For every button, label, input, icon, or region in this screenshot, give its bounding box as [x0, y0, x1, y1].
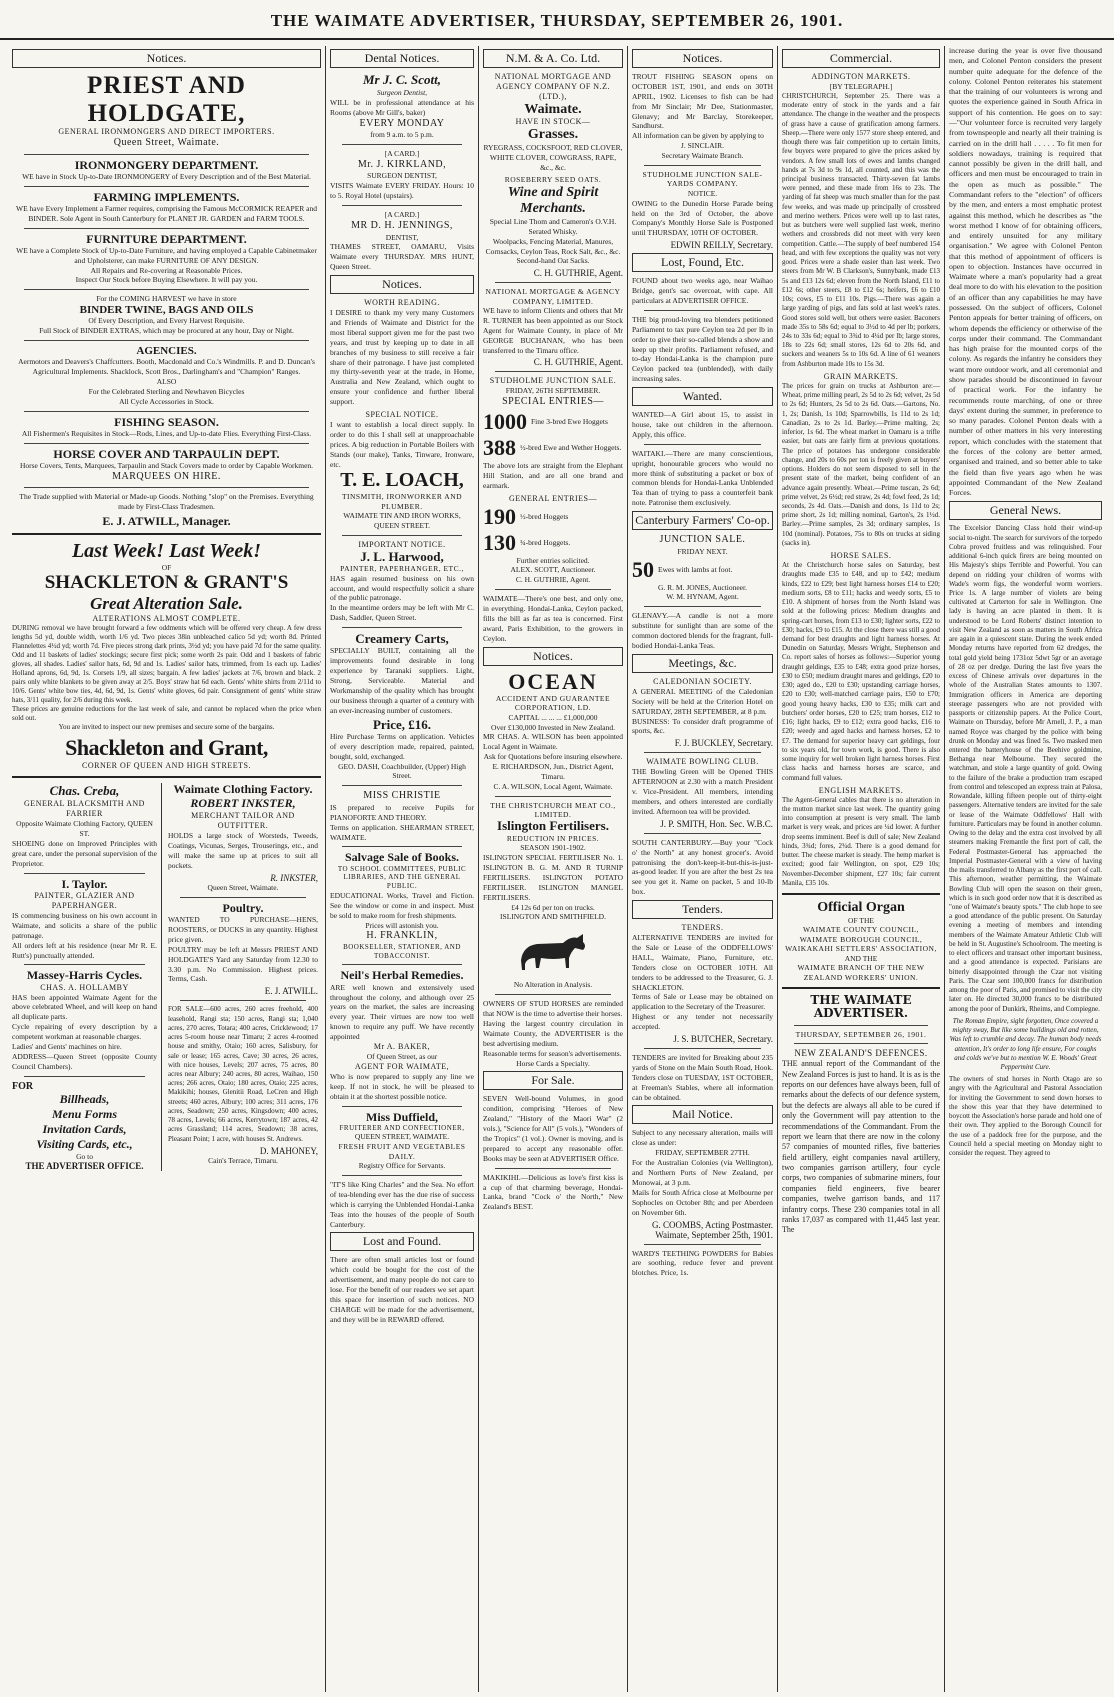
- scott-b: EVERY MONDAY: [359, 117, 445, 129]
- agencies-also: ALSO: [156, 376, 177, 386]
- massey-heading: Massey-Harris Cycles.: [26, 968, 143, 983]
- creamery-heading: Creamery Carts,: [355, 631, 449, 647]
- harvest-heading: BINDER TWINE, BAGS AND OILS: [79, 304, 254, 317]
- agencies-c: All Cycle Accessories in Stock.: [119, 396, 214, 406]
- islington-text: ISLINGTON SPECIAL FERTILISER No. 1. ISLINGTON B. G. M. AND R TURNIP FERTILISERS. ISLINGTON POTATO FERTILISER. ISLINGTON MANGEL FERTILISERS.: [483, 853, 623, 902]
- south-canterbury: SOUTH CANTERBURY.—Buy your "Cock o' the North" at any honest grocer's. Avoid patronising the don't-keep-it-but-this-is-just-as-good leader. If you are after the best 2s tea see you get it. Name on packet, 5 and 10-lb box.: [632, 837, 773, 897]
- organ-of: OF THE: [848, 915, 874, 925]
- harwood-name: J. L. Harwood,: [360, 548, 444, 564]
- friday-date: FRIDAY, 26TH SEPTEMBER.: [505, 386, 601, 396]
- section-notices-2: Notices.: [330, 275, 474, 294]
- neil-text: ARE well known and extensively used throughout the colony, and although over 25 years on the market, the sales are increasing every year. Their virtues are now too well known to require any puff. We have recently appointed: [330, 982, 474, 1042]
- duffield-sub: FRUITERER AND CONFECTIONER,: [339, 1123, 465, 1132]
- harwood-text: HAS again resumed business on his own account, and would respectfully solicit a share of the public patronage.: [330, 573, 474, 603]
- forsale-text: FOR SALE—600 acres, 260 acres freehold, 400 leasehold, Rangi sta; 150 acres, Rangi sta; 1,040 acres, 270 acres, Totara; 400 acres, Cricklewood; 17 acres 5-room house near Timaru; 2 acres 4-roomed house and smithy, Otaio; 160 acres, Salisbury, for sale or lease; 165 acres, Cave; 30 acres, 26 acres, with nice houses, Levels; 207 acres, 75 acres, 80 acres near Albury; 240 acres, 80 acres, Waihao, 150 acres; 266 acres, Otaio; 180 acres, Otaio; 225 acres, Makikihi; houses, Glenitii Road, LeCren and High streets; 460 acres, Albury; 100 acres; 311 acres, 176 acres, Seadown; 250 acres, Kingsdown; 400 acres, 78 acres, Levels; 66 acres, Kerrytown; 187 acres, 42 acres Grassland; 114 acres, Seadown; 38 acres, Pleasant Point; 1 acre, with houses St. Andrews.: [168, 1005, 318, 1143]
- invitation-cards: Invitation Cards,: [42, 1121, 127, 1136]
- ocean-wilson-2: C. A. WILSON, Local Agent, Waimate.: [493, 781, 613, 791]
- price-text: Hire Purchase Terms on application. Vehicles of every description made, repaired, painted, bought, sold, exchanged.: [330, 731, 474, 761]
- christie-text: IS prepared to receive Pupils for PIANOFORTE AND THEORY.: [330, 802, 474, 822]
- loach-sub: TINSMITH, IRONWORKER AND PLUMBER.: [341, 492, 463, 511]
- ocean-heading: OCEAN: [508, 668, 598, 694]
- forsale-books: SEVEN Well-bound Volumes, in good condition, comprising "Heroes of New Zealand," "History of the Maori War" (2 vols.), "Science for All" (5 vols.), "Wonders of the Tropics" (1 vol.). Owner is moving, and is prepared to accept any reasonable offer. Books may be seen at ADVERTISER Office.: [483, 1094, 624, 1163]
- agencies-heading: AGENCIES.: [136, 345, 197, 358]
- islington-heading: Islington Fertilisers.: [497, 818, 609, 834]
- caledonian-heading: CALEDONIAN SOCIETY.: [653, 676, 752, 686]
- jennings-sub: DENTIST,: [385, 232, 419, 242]
- column-6: [945, 46, 1106, 1692]
- fishing-text: All Fishermen's Requisites in Stock—Rods, Lines, and Up-to-date Flies. Everything First-Class.: [21, 428, 312, 438]
- lost-text: There are often small articles lost or found which could be bought for the cost of the advertisement, and many people do not care to lose. For the benefit of our readers we set apart this space for insertion of such notices. NO CHARGE will be made for the advertisement, and they will be in REWARD offered.: [330, 1255, 474, 1324]
- creba-name: Chas. Creba,: [49, 783, 120, 799]
- islington-price: £4 12s 6d per ton on trucks.: [511, 902, 595, 912]
- dept-ironmongery: IRONMONGERY DEPARTMENT.: [74, 157, 259, 172]
- stud-c: Reasonable terms for season's advertisements.: [483, 1048, 622, 1058]
- sg-name: Shackleton and Grant,: [65, 735, 268, 761]
- mail-c: For the Australian Colonies (via Wellington), and Northern Ports of New Zealand, per Monowai, at 3 p.m.: [632, 1158, 773, 1187]
- agencies-b: For the Celebrated Sterling and Newhaven Bicycles: [88, 386, 245, 396]
- price-heading: Price, £16.: [372, 716, 432, 732]
- studholme-sale: STUDHOLME JUNCTION SALE.: [489, 376, 617, 386]
- studholme-yards: STUDHOLME JUNCTION SALE-YARDS COMPANY.: [642, 170, 763, 189]
- section-nma: N.M. & A. Co. Ltd.: [483, 49, 623, 68]
- billheads: Billheads,: [59, 1091, 110, 1106]
- ocean-sub: ACCIDENT AND GUARANTEE CORPORATION, LD.: [495, 693, 611, 713]
- special-text: I want to establish a local direct supply. In order to do this I shall sell at unapproachable prices. A big reduction in Portable Boilers with Stands (our make), Tanks, Tinware, Ironware, etc.: [330, 419, 474, 469]
- stone-tenders: TENDERS are invited for Breaking about 235 yards of Stone on the Main South Road, Hook. Tenders close on TUESDAY, 1ST OCTOBER, at Freeman's Stables, where all information can be obtained.: [632, 1053, 773, 1102]
- sale-text: DURING removal we have brought forward a few oddments which will be offered very cheap. A few dress lengths 5d yd, double width, worth 1/6 yd. Two pieces 38in unbleached calico 5d yd; worth 8d. Printed Flannelettes 4½d yd; worth 7d. Five pieces strong dark prints, 3½d yd; you have paid 7d for the same quality. Odd and 11 baskets of ladies' stockings; secure first pick; some worth 2s pair. Odd and 1 baskets of fabric gloves, all shades. Ladies' sailor hats, 6d, 9d and 1s. Ladies' sailor hats, trimmed, from 1s each up. Ladies' Holland aprons, 6d, 9d, 1s. Corsets 1/9, all sizes; bargain. A few ladies' jackets at 7/6, brown and black. 2 pairs only white blankets to be given away at 2/5. Boys' straw hat 6d each. Gents' white shirts from 2/11d to 10/6. Gents' white bow ties, 4d, 6d, 9d, 1s. Gents' white gloves, 6d pair. Consignment of gents' white straw hats, 3/11 quality, for 2/6 during this week.: [12, 624, 321, 704]
- defences-heading: NEW ZEALAND'S DEFENCES.: [794, 1047, 928, 1058]
- stud-d: Horse Cards a Specialty.: [516, 1058, 590, 1068]
- entry-130-text: ¾-bred Hoggets.: [520, 537, 571, 547]
- baker-b: Of Queen Street, as our: [366, 1051, 438, 1061]
- powders-text: WARD'S TEETHING POWDERS for Babies are soothing, reduce fever and prevent blotches. Price, 1s.: [632, 1248, 773, 1278]
- organ-settlers: WAIKAKAHI SETTLERS' ASSOCIATION,: [785, 944, 937, 954]
- salvage-heading: Salvage Sale of Books.: [344, 850, 459, 865]
- king-charles: "IT'S like King Charles" and the Sea. No effort of tea-blending ever has the due rise of success which is carrying the Unblended Hondai-Lanka Teas into the houses of the people of South Canterbury.: [330, 1180, 474, 1229]
- sinclair-name: J. SINCLAIR.: [680, 141, 725, 151]
- masthead-title: THE WAIMATE ADVERTISER, THURSDAY, SEPTEMBER 26, 1901.: [270, 11, 844, 30]
- grain-heading: GRAIN MARKETS.: [823, 371, 899, 381]
- nma-waimate: Waimate.: [524, 102, 582, 117]
- dept-furniture-c: Inspect Our Stock before Buying Elsewhere. It will pay you.: [75, 275, 258, 285]
- season: SEASON 1901-1902.: [520, 843, 586, 853]
- ocean-richardson: E. RICHARDSON, Jun., District Agent, Timaru.: [492, 762, 614, 781]
- further-entries: Further entries solicited.: [516, 555, 590, 565]
- duffield-name: Miss Duffield,: [366, 1109, 438, 1124]
- nma2-heading: NATIONAL MORTGAGE & AGENCY COMPANY, LIMITED.: [485, 287, 621, 306]
- column-4: [628, 46, 778, 1692]
- dept-farming-text: WE have Every Implement a Farmer requires, comprising the Famous McCORMICK REAPER and BINDER. Sole Agent in South Canterbury for PLANET JR. GARDEN and FARM TOOLS.: [16, 203, 317, 223]
- loach-addr: WAIMATE TIN AND IRON WORKS, QUEEN STREET.: [343, 511, 461, 531]
- notice-label: NOTICE.: [687, 188, 718, 198]
- organ-county: WAIMATE COUNTY COUNCIL,: [802, 925, 919, 935]
- horse-sales-heading: HORSE SALES.: [830, 551, 892, 561]
- dept-furniture-text: WE have a Complete Stock of Up-to-Date Furniture, and having employed a Capable Cabinetmaker and Upholsterer, can make FURNITURE OF ANY DESIGN.: [16, 245, 317, 265]
- have-in-stock: HAVE IN STOCK—: [515, 117, 591, 127]
- entry-190: [483, 504, 623, 530]
- coombs-sig: G. COOMBS, Acting Postmaster. Waimate, September 25th, 1901.: [651, 1219, 773, 1240]
- oat-sacks: Second-hand Oat Sacks.: [516, 256, 590, 266]
- inkster-sig: R. INKSTER,: [270, 873, 318, 884]
- creba-addr: Opposite Waimate Clothing Factory, QUEEN ST.: [16, 819, 153, 839]
- section-lost: Lost, Found, Etc.: [632, 253, 773, 272]
- taylor-text: IS commencing business on his own account in Waimate, and solicits a share of the public patronage.: [12, 910, 157, 940]
- dept-ironmongery-text: WE have in Stock Up-to-Date IRONMONGERY of Every Description and of the Best Material.: [22, 171, 311, 181]
- scott-name: Mr J. C. Scott,: [362, 72, 441, 87]
- baker-name: Mr A. BAKER,: [373, 1041, 431, 1051]
- lines-text: The above lots are straight from the Elephant Hill Station, and are all one brand and earmark.: [483, 460, 623, 490]
- worth-reading: WORTH READING.: [364, 298, 440, 308]
- franklin-name: H. FRANKLIN,: [366, 930, 438, 942]
- organ-and: AND THE: [844, 953, 878, 963]
- card-label: [A CARD.]: [384, 149, 420, 159]
- inkster-addr: Queen Street, Waimate.: [207, 883, 279, 893]
- advertiser-office: THE ADVERTISER OFFICE.: [25, 1160, 144, 1171]
- glenavy-text: GLENAVY.—A candle is not a more substitute for sunlight than are some of the common doctored blends for the fragrant, full-bodied Hondai-Lanka Teas.: [632, 611, 773, 650]
- hollamby-text: HAS been appointed Waimate Agent for the above celebrated Wheel, and will keep on hand all duplicate parts.: [12, 992, 157, 1022]
- poultry-b: POULTRY may be left at Messrs PRIEST AND HOLDGATE'S Yard any Saturday from 12.30 to 3.30 p.m. No Commission. Highest prices. Terms, Cash.: [168, 944, 318, 984]
- organ-workers: WAIMATE BRANCH OF THE NEW ZEALAND WORKERS' UNION.: [797, 963, 925, 982]
- scott-text: WILL be in professional attendance at his Rooms (above Mr Gill's, baker): [330, 97, 474, 117]
- guthrie-sig-2: C. H. GUTHRIE, Agent.: [533, 357, 623, 368]
- forsale-sig: D. MAHONEY,: [259, 1145, 318, 1156]
- entry-388-num: 388: [483, 434, 516, 460]
- junction-sale: JUNCTION SALE.: [659, 534, 746, 546]
- grasses-text: RYEGRASS, COCKSFOOT, RED CLOVER, WHITE CLOVER, COWGRASS, RAPE, &c., &c.: [483, 142, 623, 172]
- neil-heading: Neil's Herbal Remedies.: [340, 968, 464, 983]
- dept-furniture: FURNITURE DEPARTMENT.: [86, 231, 247, 246]
- waimate-tea: WAIMATE—There's one best, and only one, in everything. Hondai-Lanka, Ceylon packed, fills the bill as far as tea is concerned. First award, Paris Exhibition, to the growers in Ceylon.: [483, 594, 623, 643]
- col1-bottom: [12, 783, 321, 1171]
- harwood-b: In the meantime orders may be left with Mr C. Dash, Saddler, Queen Street.: [330, 603, 474, 623]
- scott-auctioneer: ALEX. SCOTT, Auctioneer.: [510, 565, 596, 575]
- creba-text: SHOEING done on Improved Principles with great care, under the personal supervision of the Proprietor.: [12, 839, 157, 868]
- horse-cover-text: Horse Covers, Tents, Marquees, Tarpaulin and Stack Covers made to order by Capable Workmen.: [19, 460, 314, 470]
- firm-addr: Queen Street, Waimate.: [113, 137, 220, 148]
- entry-50-text: Ewes with lambs at foot.: [658, 564, 733, 574]
- woods-poem: The Roman Empire, sight forgotten, Once covered a mighty sway, But like some buildings old and rotten, Was left to crumble and decay. The human body needs attention, It's order to long life ensure, For coughs and colds we've but to mention W. E. Woods' Great Peppermint Cure.: [949, 1016, 1102, 1071]
- woolpacks: Woolpacks, Fencing Material, Manures, Cornsacks, Ceylon Teas, Rock Salt, &c., &c.: [485, 236, 621, 256]
- franklin-sub: BOOKSELLER, STATIONER, AND TOBACCONIST.: [343, 942, 461, 960]
- sale-c: You are invited to inspect our new premises and secure some of the bargains.: [58, 723, 275, 732]
- worth-text: I DESIRE to thank my very many Customers and Friends of Waimate and District for the most liberal support given me for the past two years, and trust by keeping up to date in all branches of my business to still receive a fair share of their patronage. I have just completed my thirty-seventh year at the trade, in Home, Australia and New Zealand, which ought to ensure your confidence and further liberal support.: [330, 308, 474, 407]
- owing-text: OWING to the Dunedin Horse Parade being held on the 3rd of October, the above Company's Monthly Horse Sale is Postponed until THURSDAY, 10TH OF OCTOBER.: [632, 198, 773, 238]
- inkster-name: ROBERT INKSTER,: [190, 796, 296, 811]
- hollamby-b: Cycle repairing of every description by a competent workman at reasonable charges.: [12, 1022, 157, 1042]
- section-notices: Notices.: [12, 49, 321, 68]
- alt-tenders: ALTERNATIVE TENDERS are invited for the Sale or Lease of the ODDFELLOWS' HALL, Waimate, Piano, Furniture, etc. Tenders close on OCTOBER 10TH. All tenders to be addressed to the Treasurer, G. J. SHACKLETON.: [632, 933, 773, 992]
- column-2: [326, 46, 479, 1692]
- section-farmers: Canterbury Farmers' Co-op.: [632, 511, 773, 530]
- caledonian-text: A GENERAL MEETING of the Caledonian Society will be held at the Criterion Hotel on SATURDAY, 28TH SEPTEMBER, at 8 p.m.: [632, 686, 773, 716]
- islington-smithfield: ISLINGTON AND SMITHFIELD.: [500, 912, 606, 922]
- registry: Registry Office for Servants.: [358, 1161, 446, 1171]
- dept-farming: FARMING IMPLEMENTS.: [93, 189, 240, 204]
- marquees: MARQUEES ON HIRE.: [112, 470, 221, 482]
- card-label-2: [A CARD.]: [384, 210, 420, 220]
- buckley-sig: F. J. BUCKLEY, Secretary.: [674, 738, 773, 749]
- waitaki-text: WAITAKI.—There are many conscientious, upright, honourable grocers who would no more think of substituting a packet or box of common blends for Hondai-Lanka Unblended Tea than of trying to pass a counterfeit bank note. Patronise them exclusively.: [632, 448, 773, 508]
- entry-50-num: 50: [632, 556, 654, 582]
- column-3: [479, 46, 628, 1692]
- jones-sig: G. R. M. JONES, Auctioneer.: [658, 582, 747, 592]
- horse-cover-heading: HORSE COVER AND TARPAULIN DEPT.: [53, 446, 280, 461]
- entry-1000: [483, 409, 623, 435]
- poultry-heading: Poultry.: [222, 900, 264, 915]
- advertiser-title: THE WAIMATE ADVERTISER.: [810, 993, 912, 1021]
- salvage-sub: TO SCHOOL COMMITTEES, PUBLIC LIBRARIES, AND THE GENERAL PUBLIC.: [337, 864, 467, 891]
- creba-sub: GENERAL BLACKSMITH AND FARRIER: [24, 799, 145, 819]
- no-alteration: No Alteration in Analysis.: [513, 980, 593, 990]
- salvage-text: EDUCATIONAL Works, Travel and Fiction. See the window or come in and inspect. Must be sold to make room for fresh shipments.: [330, 890, 474, 920]
- menu-forms: Menu Forms: [51, 1106, 118, 1121]
- wine-text: Special Line Thom and Cameron's O.V.H. Serated Whisky.: [489, 216, 617, 236]
- friday-next: FRIDAY NEXT.: [677, 546, 728, 556]
- agent-text: Who is now prepared to supply any line we keep. If not in stock, he will be pleased to obtain it at the shortest possible notice.: [330, 1071, 474, 1101]
- hynam-sig: W. M. HYNAM, Agent.: [666, 592, 739, 602]
- column-1: [8, 46, 326, 1692]
- addington-heading: ADDINGTON MARKETS.: [811, 72, 911, 81]
- taylor-name: I. Taylor.: [61, 876, 108, 891]
- scott-sub: Surgeon Dentist,: [376, 88, 428, 97]
- for-label: FOR: [12, 1080, 34, 1092]
- rosebery: ROSEBERRY SEED OATS.: [504, 175, 602, 185]
- reilly-sig: EDWIN REILLY, Secretary.: [670, 240, 773, 251]
- poultry-sig: E. J. ATWILL.: [264, 986, 318, 997]
- manager: E. J. ATWILL, Manager.: [102, 514, 231, 529]
- entry-50: [632, 557, 773, 583]
- trout-b: All information can be given by applying to: [632, 131, 764, 141]
- section-commercial: Commercial.: [782, 49, 940, 68]
- stud-b: Having the largest country circulation in Waimate County, the ADVERTISER is the best advertising medium.: [483, 1018, 623, 1048]
- great-sale: Great Alteration Sale.: [90, 594, 243, 614]
- jennings-name: MR D. H. JENNINGS,: [351, 220, 453, 232]
- horse-illustration: [483, 926, 623, 976]
- forsale-addr: Cain's Terrace, Timaru.: [208, 1155, 278, 1165]
- alt-b: Terms of Sale or Lease may be obtained on application to the Secretary of the Treasurer.: [632, 992, 773, 1012]
- guthrie-agent-3: C. H. GUTHRIE, Agent.: [515, 575, 591, 585]
- entry-388-text: ½-bred Ewe and Wether Hoggets.: [520, 442, 622, 452]
- organ-borough: WAIMATE BOROUGH COUNCIL,: [799, 934, 923, 944]
- grasses-heading: Grasses.: [527, 127, 579, 143]
- firm-sub: GENERAL IRONMONGERS AND DIRECT IMPORTERS.: [58, 127, 275, 136]
- general-news-text: The Excelsior Dancing Class hold their wind-up social to-night. The search for survivors of the torpedo Cobra proved fruitless and was relinquished. Four additional 6-inch quick firers are being mounted on His Majesty's ships Terrible and Powerful. You can depend on ridding your children of worms with Wade's worm figs, the wonderful worm worriers. Price 1s. A large number of violets are being cultivated at Carterton for sale in Wellington. One lady is having an acre planted in them. It is understood to be Lord Roberts' distinct intention to visit New Zealand as soon as matters in South Africa are again in a quiescent state. During the week ended Monday returns have reported from 62 dredges, the total gold yield being 1731oz 5dwt 5gr or an average of 28 oz per dredge. During the last five years the excess of Chinese arrivals over departures in the whole of the Australian States amounts to 1307. Immigration officers in America are deporting steerage passengers who are not provided with passports or citizenship papers. At the Police Court, Waimate on Thursday, before Mr Arnell, J. P., a man named Royce was charged by the police with being drunk on Monday and was fined 5s. Two masked men entered the batteryhouse of the Beehive goldmine, Bethanga near Melbourne. They secured the watchman, and stole a large quantity of gold. Owing to the failure of the brake a production tram escaped from control and telescoped an express train at Palosa, Rowandale, killing fifteen people out of thirty-eight passengers. Alternative tenders are invited for the sale or lease of the Waimate Oddfellows' Hall with furniture. Particulars may be found in another column. Owing to the delay and the extra cost involved by all steamers making Fremantle the first port of call, the Federal Postmaster-General has approached the Imperial Postmaster-General with a view of having the mails transferred to Albany as the first port of call. This afternoon, weather permitting, the Waimate Bowling Club will open the season on their green, which is in such good order now that it is described as "one of Waimate's beauty spots." The club hope to see a good attendance of the public present. On Saturday evening a meeting of members and intending members of the Waimate Amateur Athletic Club will be held in St. Augustine's Schoolroom. The meeting is to elect officers and transact other important business, and a good attendance is expected. Parisians are bitterly disappointed through the Czar not visiting Paris. The Czar sent 100,000 francs for distribution among the poor of Paris, and promised to visit the city later on. He directed 30,000 francs to be distributed among the poor of Dunkirk, Rheims, and Compiegne.: [949, 524, 1102, 1013]
- ocean-invested: Over £130,000 Invested in New Zealand.: [491, 722, 615, 732]
- section-meetings: Meetings, &c.: [632, 654, 773, 673]
- entry-388: [483, 435, 623, 461]
- official-organ: Official Organ: [817, 900, 905, 916]
- masthead: [0, 6, 1114, 40]
- agent-heading: AGENT FOR WAIMATE,: [354, 1061, 450, 1071]
- addington-text: CHRISTCHURCH, September 25. There was a moderate entry of stock in the yards and a fair attendance. The change in the weather and the prospects of grass have a cause of gratification among farmers. Sheep.—There were only 1577 store sheep entered, and though there was fair competition up to certain limits, few buyers were prepared to give the prices asked by vendors. A few small lots of ewes and lambs changed hands at 7s 3d to 9s 1d, all counted, and this was the principal business transacted. Thirty-seven fat lambs were penned, and these made from 16s to 23s. The yarding of fat sheep was much smaller than for the past few weeks, and was made up principally of crossbred and merino wethers. Prices were well up to last rates, but as butchers were well supplied last week, merino wethers and crossbreds did not meet with very keen competition. Cattle.—The supply of beef numbered 154 head, and with few exceptions the quality was not very good. Prices were a shade easier than last week. Two steers from Mr W. B Clarkson's, Sunnybank, made £13 5s and £13 12s 6d; eleven from the North Island, £11 to £12 6s; other steers, £8 to £12 6s; heifers, £6 to £10 10s; cows, £5 to £11 10s. Pigs.—There was again a large yarding of pigs, and fats sold at last week's rates. Good stores sold well, but others were easier. Baconers made 35s to 58s 6d; equal to 3½d to 4d per lb; porkers, 24s to 33s 6d; equal to 3¾d to 4¼d per lb; large stores, 18s to 22s 6d; small stores, 12s 6d to 20s 6d, and suckers and weaners 5s to 10s 6d. A line of 61 weaners from Ashburton made 10s to 15s 3d.: [782, 91, 940, 368]
- ocean-wilson: MR CHAS. A. WILSON has been appointed Local Agent in Waimate.: [483, 732, 623, 752]
- alt-c: Highest or any tender not necessarily accepted.: [632, 1012, 773, 1032]
- section-lost-found: Lost and Found.: [330, 1232, 474, 1251]
- visiting-cards: Visiting Cards, etc.,: [36, 1136, 133, 1151]
- found-text: FOUND about two weeks ago, near Waihao Bridge, gent's sac overcoat, with cape. All particulars at ADVERTISER OFFICE.: [632, 276, 773, 305]
- salvage-b: Prices will astonish you.: [365, 920, 439, 930]
- hollamby-c: Ladies' and Gents' machines on hire.: [12, 1042, 122, 1052]
- english-text: The Agent-General cables that there is no alteration in the mutton market since last week. The quantity going into consumption at present is very small. The lamb market is very weak, and prices are ¼d lower. A further drop seems imminent. Beef is dull of sale; New Zealand hinds, 3¾d; fores, 2¾d. There is a good demand for butter. The cheese market is steady. The hemp market is excited; good fair Wellington, on spot, £29 10s; November-December shipment, £27 10s; fair current Manila, £35 10s.: [782, 795, 940, 887]
- clothing-factory: Waimate Clothing Factory.: [173, 782, 313, 797]
- nma2-text: WE have to inform Clients and others that Mr R. TURNER has been appointed as our Stock Agent for Waimate County, in place of Mr GEORGE BUCHANAN, who has been transferred to the Timaru office.: [483, 306, 623, 355]
- guthrie-sig: C. H. GUTHRIE, Agent.: [533, 268, 623, 279]
- creamery-text: SPECIALLY BUILT, containing all the improvements found desirable in long experience by Taranaki suppliers. Light, Strong, Serviceable. Material and Workmanship of the quality which has brought our business through a quarter of a century with an ever-increasing number of customers.: [330, 646, 474, 715]
- ocean-ask: Ask for Quotations before insuring elsewhere.: [483, 752, 623, 762]
- entry-1000-num: 1000: [483, 408, 527, 434]
- shackleton-heading: SHACKLETON & GRANT'S: [44, 572, 289, 594]
- kirkland-sub: SURGEON DENTIST,: [367, 171, 437, 181]
- last-week: Last Week! Last Week!: [71, 540, 262, 563]
- mail-b: FRIDAY, SEPTEMBER 27TH.: [655, 1148, 750, 1158]
- poultry-text: WANTED TO PURCHASE—HENS, ROOSTERS, or DUCKS in any quantity. Highest price given.: [168, 915, 318, 944]
- of-label: OF: [161, 563, 172, 573]
- horse-icon: [513, 930, 593, 972]
- section-notices-4: Notices.: [632, 49, 773, 68]
- telegraph-label: [BY TELEGRAPH.]: [829, 82, 893, 91]
- fishing-heading: FISHING SEASON.: [114, 414, 219, 429]
- section-dental: Dental Notices.: [330, 49, 474, 68]
- jennings-text: THAMES STREET, OAMARU, Visits Waimate every THURSDAY. MRS HUNT, Queen Street.: [330, 242, 474, 272]
- ocean-capital: CAPITAL ... ... ... £1,000,000: [508, 712, 598, 722]
- horse-sales-text: At the Christchurch horse sales on Saturday, best draughts made £35 to £48, and up to £42; medium kinds, £22 to £29; best light harness horses £14 to £20; medium sorts, £8 to £11; hacks and weedy sorts, £5 to £10. A shipment of horses from the North Island was sold at the following prices: Medium draughts and spring-cart horses, from £13 to £30; lighter sorts, £22 to £30; hacks, £9 to £15. At the close there was still a good demand for best draughts and light harness horses. At Dunedin on Saturday, Messrs Wright, Stephenson and Co. report sales of horses as follows:—Superior young draught geldings, £35 to £48; extra good prize horses, £30 to £50; medium draught mares and geldings, £20 to £30; aged do., £20 to £30; upstanding carriage horses, £20 to £30; well-matched carriage pairs, £50 to £70; good young heavy hacks, £30 to £35; milk cart and butchers' order horses, £20 to £25; tram horses, £12 to £16; light hacks, £9 to £12; extra good hacks, £16 to £20; weedy and aged hacks and harness horses, £2 to £7. The demand for superior heavy cart geldings, four to six years old, for town work, is good. There is also some inquiry for well broken light harness horses. First class hacks and harness horses are scarce, and command full values.: [782, 561, 940, 782]
- sinclair-sub: Secretary Waimate Branch.: [661, 151, 744, 161]
- christie-name: MISS CHRISTIE: [363, 790, 441, 802]
- important-notice: IMPORTANT NOTICE.: [358, 539, 446, 549]
- columns: [8, 46, 1106, 1692]
- goto: Go to: [76, 1151, 93, 1161]
- harvest-b: Full Stock of BINDER EXTRAS, which may be procured at any hour, Day or Night.: [39, 326, 294, 336]
- reduction: REDUCTION IN PRICES.: [506, 833, 600, 843]
- loach-name: T. E. LOACH,: [340, 469, 464, 492]
- column-5: [778, 46, 945, 1692]
- wine-heading: Wine and Spirit Merchants.: [507, 184, 599, 216]
- harwood-sub: PAINTER, PAPERHANGER, ETC.,: [340, 564, 464, 574]
- advertiser-date: THURSDAY, SEPTEMBER 26, 1901.: [795, 1029, 927, 1039]
- section-for-sale: For Sale.: [483, 1071, 623, 1090]
- harvest-sub: Of Every Description, and Every Harvest Requisite.: [88, 316, 245, 326]
- kirkland-text: VISITS Waimate EVERY FRIDAY. Hours: 10 to 5. Royal Hotel (upstairs).: [330, 181, 474, 201]
- special-entries: SPECIAL ENTRIES—: [502, 396, 604, 408]
- meat-co: THE CHRISTCHURCH MEAT CO., LIMITED.: [490, 800, 616, 820]
- col1-bottom-right: [168, 783, 318, 1171]
- bowling-text: THE Bowling Green will be Opened THIS AFTERNOON at 2.30 with a match President v. Vice-President. All members, intending members, and others interested are cordially invited. Afternoon tea will be provided.: [632, 767, 773, 816]
- inkster-sub: MERCHANT TAILOR AND OUTFITTER.: [191, 811, 295, 831]
- tea-blenders: THE big proud-loving tea blenders petitioned Parliament to tax pure Ceylon tea 2d per lb in order to give their so-called blends a show and keep up their profits. Parliament refused, and to-day Hondai-Lanka is the champion pure Ceylon packed tea (unblended), with daily increasing sales.: [632, 314, 773, 384]
- agencies-text: Aermotors and Deavers's Chaffcutters. Booth, Macdonald and Co.'s Windmills. P. and D. Duncan's Agricultural Implements. Shacklock, Scott Bros., Darlingham's and "Champion" Ranges.: [18, 357, 315, 377]
- stud-horses-news: The owners of stud horses in North Otago are so angry with the Agricultural and Pastoral Association for inviting the Government to send down horses to the show this year that they have determined to boycott the Association's horse parade and hold one of their own. They applied to the Borough Council for the use of a paddock free for the purpose, and the Council held a special meeting on Monday night to consider the request. They agreed to: [949, 1075, 1102, 1158]
- defences-text: THE annual report of the Commandant of the New Zealand Forces is just to hand. It is as is the reports on our defences have always been, full of remarks about the defects of our defence system, but the defects are always all able to be cured if only the Government will pay attention to the recommendations of the Commandant. From the report we learn that there are now in the colony 57 companies of mounted rifles, five batteries field artillery, eight companies naval artillery, two companies garrison artillery, four cycle corps, two companies of submarine miners, four companies field engineers, five bearer companies, twelve garrison bands, and 117 infantry corps. These 230 companies total in all ranks 17,037 as compared with 11,445 last year. The: [782, 1059, 940, 1235]
- dash-sig: GEO. DASH, Coachbuilder, (Upper) High Street.: [338, 761, 466, 781]
- harvest-intro: For the COMING HARVEST we have in store: [96, 294, 237, 304]
- stud-text: OWNERS OF STUD HORSES are reminded that NOW is the time to advertise their horses.: [483, 999, 623, 1019]
- section-mail: Mail Notice.: [632, 1105, 773, 1124]
- trade-text: The Trade supplied with Material or Made-up Goods. Nothing "slop" on the Premises. Everything made by First-Class Tradesmen.: [19, 492, 314, 512]
- makikihi: MAKIKIHI.—Delicious as love's first kiss is a cup of that charming beverage, Hondai-Lanka, brand "Cock o' the North," New Zealand's BEST.: [483, 1172, 623, 1212]
- caledonian-b: BUSINESS: To consider draft programme of sports, &c.: [632, 716, 773, 736]
- butcher-sig: J. S. BUTCHER, Secretary.: [673, 1034, 773, 1045]
- section-wanted: Wanted.: [632, 387, 773, 406]
- hollamby-name: CHAS. A. HOLLAMBY: [40, 982, 129, 992]
- kirkland-name: Mr. J. KIRKLAND,: [357, 158, 447, 170]
- inkster-text: HOLDS a large stock of Worsteds, Tweeds, Coatings, Vicunas, Serges, Trouserings, etc., and will make the same up at prices to suit all pockets.: [168, 831, 318, 871]
- mail-d: Mails for South Africa close at Melbourne per Sophocles on October 8th; and per Aberdeen on November 6th.: [632, 1187, 773, 1217]
- nma-name: NATIONAL MORTGAGE AND AGENCY COMPANY OF N.Z. (LTD.),: [494, 72, 612, 101]
- grain-text: The prices for grain on trucks at Ashburton are:—Wheat, prime milling pearl, 2s 5d to 2s 6d; velvet, 2s 5d to 2s 6d; Hunters, 2s 5d to 2s 6d. Oats.—Gartons, No. 1, 2s; Danish, 1s 10d; Sparrowbills, 1s 11d to 2s 1d; Canadian, 2s to 2s 1d. Barley.—Prime malting, 2s; inferior, 1s 6d. The wheat market in Oamaru is a trifle easier, but oats are fairly firm at previous quotations. The price of potatoes has undergone considerable change, and 20s to 60s per ton is freely given at buyers' options. Holders do not seem disposed to sell in the present state of the market, being confident of an advance again presently. Wheat.—Prime tuscan, 2s 6d; prime velvet, 2s 6½d; red straw, 2s 4d; fowl feed, 2s 1d; seconds, 2s 4d. Oats.—Danish and dons, 1s 11d to 2s; prime short, 2s 1d; milling nominal, Garton's, 2s 1½d. Barley.—Prime samples, 2s 3d; ordinary samples, 1s 10d (nominal). Potatoes, 75s to 80s on trucks at siding (sacks in).: [782, 381, 940, 547]
- entry-130-num: 130: [483, 529, 516, 555]
- english-heading: ENGLISH MARKETS.: [818, 785, 904, 795]
- section-general-news: General News.: [949, 501, 1102, 520]
- alterations: ALTERATIONS ALMOST COMPLETE.: [92, 614, 241, 624]
- taylor-b: All orders left at his residence (near Mr R. E. Rutt's) punctually attended.: [12, 940, 157, 960]
- trout-text: TROUT FISHING SEASON opens on OCTOBER 1ST, 1901, and ends on 30TH APRIL, 1902. Licenses to fish can be had from Mr Sinclair; Mr Dee, Stationmaster, Glenavy; and Mr Barclay, Storekeeper, Sandhurst.: [632, 72, 773, 131]
- entry-190-num: 190: [483, 503, 516, 529]
- entry-130: [483, 530, 623, 556]
- defences-continued: increase during the year is over five thousand men, and Colonel Penton considers the present number quite adequate for the defence of the colony. Colonel Penton reiterates his statement that the training of our volunteers is wrong and quotes the experience gained in South Africa in support of his contention. He goes on to say:—"Our volunteer force is recruited very largely from townspeople and nearly all their training is carried on in the drill hall . . . . . To fit men for soldiers nowadays, training is required that cannot possibly be given in the drill hall, and officers and men must be encouraged to train in the open as much as possible." The Commandant refers to the "election" of officers by the men, and enters a most emphatic protest against this method, which he describes as "the worst method I know of for obtaining officers, and entirely unsuited for any military organisation." We agree with Colonel Penton that this method of appointment of officers is open to objection. Instances have occurred in Waimate where a man's popularity had a great deal more to do with his elevation to the position of an officer than any capabilities he may have possessed. On the subject of officers, Colonel Penton appeals for better training of officers, on whom depends the efficiency or otherwise of the corps under their command. The Commandant has high praise for the mounted corps of the colony. As regards the infantry he considers they want more outdoor work, and all ceremonial and show parades should be discontinued in favour of practical work. For the infantry he recommends route marching, of one or three days' extent during the summer, in preference to so many parades. Colonel Penton deals with a number of other matters in his very interesting report, which concludes with the statement that the forces of the colony are better armed, organised and trained, and so better able to take the field than five years ago when he was appointed Commandant of the New Zealand Forces.: [949, 46, 1102, 498]
- tenders-sub: TENDERS.: [681, 923, 724, 933]
- wanted-girl: WANTED—A Girl about 15, to assist in house, take out children in the afternoon. Apply, this office.: [632, 410, 773, 439]
- col1-bottom-left: [12, 783, 162, 1171]
- general-entries: GENERAL ENTRIES—: [509, 493, 597, 503]
- fresh-fruit: FRESH FRUIT AND VEGETABLES DAILY.: [338, 1142, 466, 1161]
- entry-1000-text: Fine 3-bred Ewe Hoggets: [531, 416, 608, 426]
- bowling-heading: WAIMATE BOWLING CLUB.: [646, 757, 759, 767]
- taylor-sub: PAINTER, GLAZIER AND PAPERHANGER.: [34, 890, 135, 910]
- mail-text: Subject to any necessary alteration, mails will close as under:: [632, 1128, 773, 1148]
- entry-190-text: ½-bred Hoggets: [520, 511, 569, 521]
- sg-addr: CORNER OF QUEEN AND HIGH STREETS.: [82, 761, 251, 771]
- sale-b: These prices are genuine reductions for the last week of sale, and cannot be replaced when the price when sold out.: [12, 704, 321, 722]
- section-tenders: Tenders.: [632, 900, 773, 919]
- section-notices-3: Notices.: [483, 647, 623, 666]
- smith-sig: J. P. SMITH, Hon. Sec. W.B.C.: [660, 818, 773, 829]
- special-notice: SPECIAL NOTICE.: [365, 409, 439, 419]
- hollamby-addr: ADDRESS—Queen Street (opposite County Council Chambers).: [12, 1051, 157, 1071]
- duffield-addr: QUEEN STREET, WAIMATE.: [354, 1132, 450, 1142]
- scott-c: from 9 a.m. to 5 p.m.: [370, 130, 434, 140]
- christie-b: Terms on application. SHEARMAN STREET, WAIMATE.: [330, 822, 474, 842]
- dept-furniture-b: All Repairs and Re-covering at Reasonable Prices.: [90, 265, 243, 275]
- firm-name: PRIEST AND HOLDGATE,: [87, 72, 246, 127]
